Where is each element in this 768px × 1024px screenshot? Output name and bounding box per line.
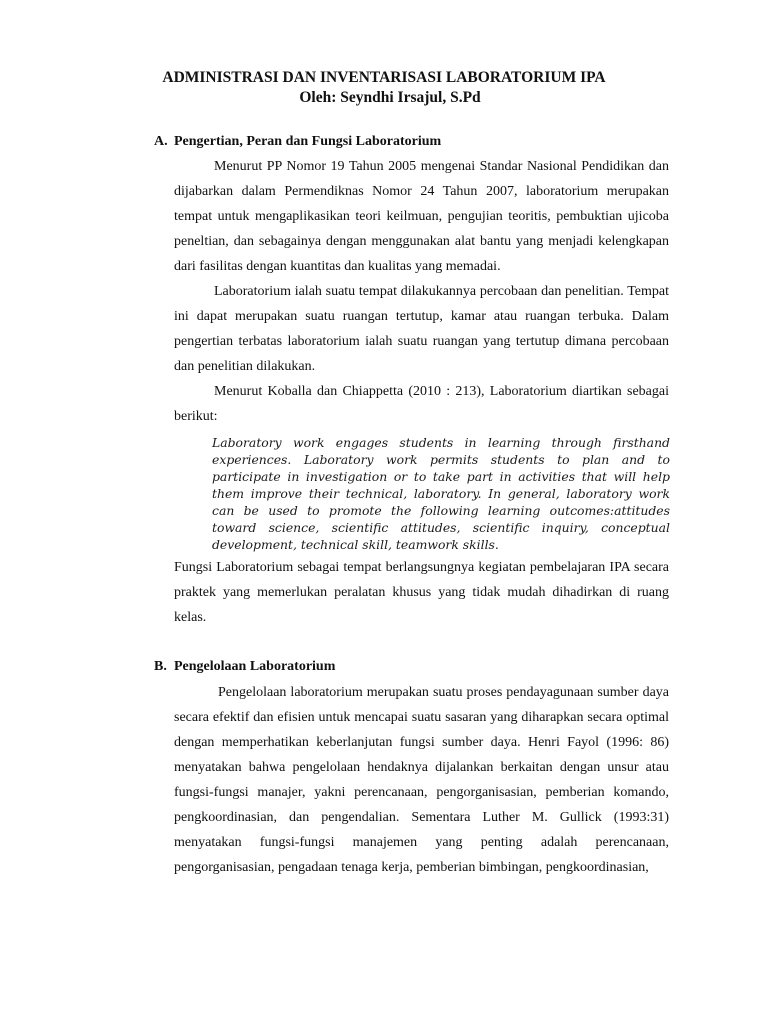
section-a-paragraph-1: Menurut PP Nomor 19 Tahun 2005 mengenai Standar Nasional Pendidikan dan dijabarkan dalam Permendiknas Nomor 24 Tahun 2007, laboratorium merupakan tempat untuk mengaplikasikan teori keilmuan, pengujian teoritis, pembuktian ujicoba peneltian, dan sebagainya dengan menggunakan alat bantu yang menjadi kelengkapan dari fasilitas dengan kuantitas dan kualitas yang memadai. xyxy=(174,159,669,274)
document-author: Oleh: Seyndhi Irsajul, S.Pd xyxy=(299,89,481,106)
section-b-letter: B. xyxy=(154,659,167,674)
section-a-letter: A. xyxy=(154,134,168,149)
section-a-heading xyxy=(154,133,441,151)
section-a-paragraph-4: Fungsi Laboratorium sebagai tempat berlangsungnya kegiatan pembelajaran IPA secara praktek yang memerlukan peralatan khusus yang tidak mudah dihadirkan di ruang kelas. xyxy=(174,560,669,625)
section-b-heading xyxy=(154,658,335,676)
section-a-paragraph-3: Menurut Koballa dan Chiappetta (2010 : 213), Laboratorium diartikan sebagai berikut: xyxy=(174,384,669,424)
section-b-paragraph-1: Pengelolaan laboratorium merupakan suatu proses pendayagunaan sumber daya secara efektif dan efisien untuk mencapai suatu sasaran yang diharapkan secara optimal dengan memperhatikan keberlanjutan fungsi sumber daya. Henri Fayol (1996: 86) menyatakan bahwa pengelolaan hendaknya dijalankan berkaitan dengan unsur atau fungsi-fungsi manajer, yakni perencanaan, pengorganisasian, pemberian komando, pengkoordinasian, dan pengendalian. Sementara Luther M. Gullick (1993:31) menyatakan fungsi-fungsi manajemen yang penting adalah perencanaan, pengorganisasian, pengadaan tenaga kerja, pemberian bimbingan, pengkoordinasian, xyxy=(174,685,669,875)
document-title: ADMINISTRASI DAN INVENTARISASI LABORATORIUM IPA xyxy=(162,69,606,86)
section-a-title: Pengertian, Peran dan Fungsi Laboratorium xyxy=(174,134,442,149)
section-b-title: Pengelolaan Laboratorium xyxy=(174,659,336,674)
section-a-paragraph-2: Laboratorium ialah suatu tempat dilakukannya percobaan dan penelitian. Tempat ini dapat merupakan suatu ruangan tertutup, kamar atau ruangan terbuka. Dalam pengertian terbatas laboratorium ialah suatu ruangan yang tertutup dimana percobaan dan penelitian dilakukan. xyxy=(174,284,669,374)
block-quote: Laboratory work engages students in learning through firsthand experiences. Laboratory work permits students to plan and to participate in investigation or to take part in activities that will help them improve their technical, laboratory. In general, laboratory work can be used to promote the following learning outcomes:attitudes toward science, scientific attitudes, scientific inquiry, conceptual development, technical skill, teamwork skills. xyxy=(212,435,670,552)
